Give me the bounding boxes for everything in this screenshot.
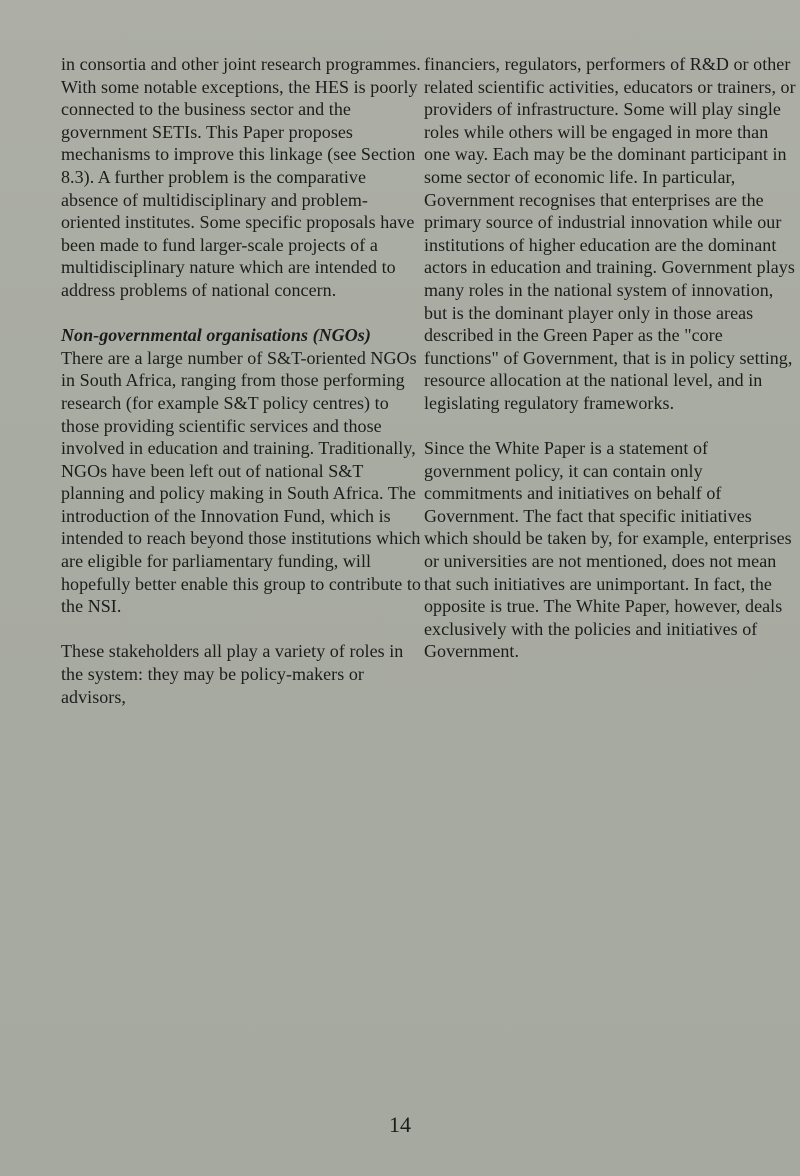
left-column bbox=[61, 53, 421, 731]
right-column bbox=[424, 53, 796, 686]
left-paragraph-2: There are a large number of S&T-oriented NGOs in South Africa, ranging from those performing research (for example S&T policy centres) to those providing scientific services and those involved in education and training. Traditionally, NGOs have been left out of national S&T planning and policy making in South Africa. The introduction of the Innovation Fund, which is intended to reach beyond those institutions which are eligible for parliamentary funding, will hopefully better enable this group to contribute to the NSI. bbox=[61, 347, 421, 617]
right-paragraph-2: Since the White Paper is a statement of government policy, it can contain only commitments and initiatives on behalf of Government. The fact that specific initiatives which should be taken by, for example, enterprises or universities are not mentioned, does not mean that such initiatives are unimportant. In fact, the opposite is true. The White Paper, however, deals exclusively with the policies and initiatives of Government. bbox=[424, 438, 792, 662]
section-heading-ngos: Non-governmental organisations (NGOs) bbox=[61, 325, 371, 346]
left-paragraph-3: These stakeholders all play a variety of roles in the system: they may be policy-makers or advisors, bbox=[61, 641, 404, 707]
right-paragraph-1: financiers, regulators, performers of R&D or other related scientific activities, educators or trainers, or providers of infrastructure. Some will play single roles while others will be engaged in more than one way. Each may be the dominant participant in some sector of economic life. In particular, Government recognises that enterprises are the primary source of industrial innovation while our institutions of higher education are the dominant actors in education and training. Government plays many roles in the national system of innovation, but is the dominant player only in those areas described in the Green Paper as the "core functions" of Government, that is in policy setting, resource allocation at the national level, and in legislating regulatory frameworks. bbox=[424, 54, 796, 413]
left-paragraph-1: in consortia and other joint research programmes. With some notable exceptions, the HES is poorly connected to the business sector and the government SETIs. This Paper proposes mechanisms to improve this linkage (see Section 8.3). A further problem is the comparative absence of multidisciplinary and problem-oriented institutes. Some specific proposals have been made to fund larger-scale projects of a multidisciplinary nature which are intended to address problems of national concern. bbox=[61, 54, 421, 300]
page-number: 14 bbox=[389, 1112, 411, 1137]
